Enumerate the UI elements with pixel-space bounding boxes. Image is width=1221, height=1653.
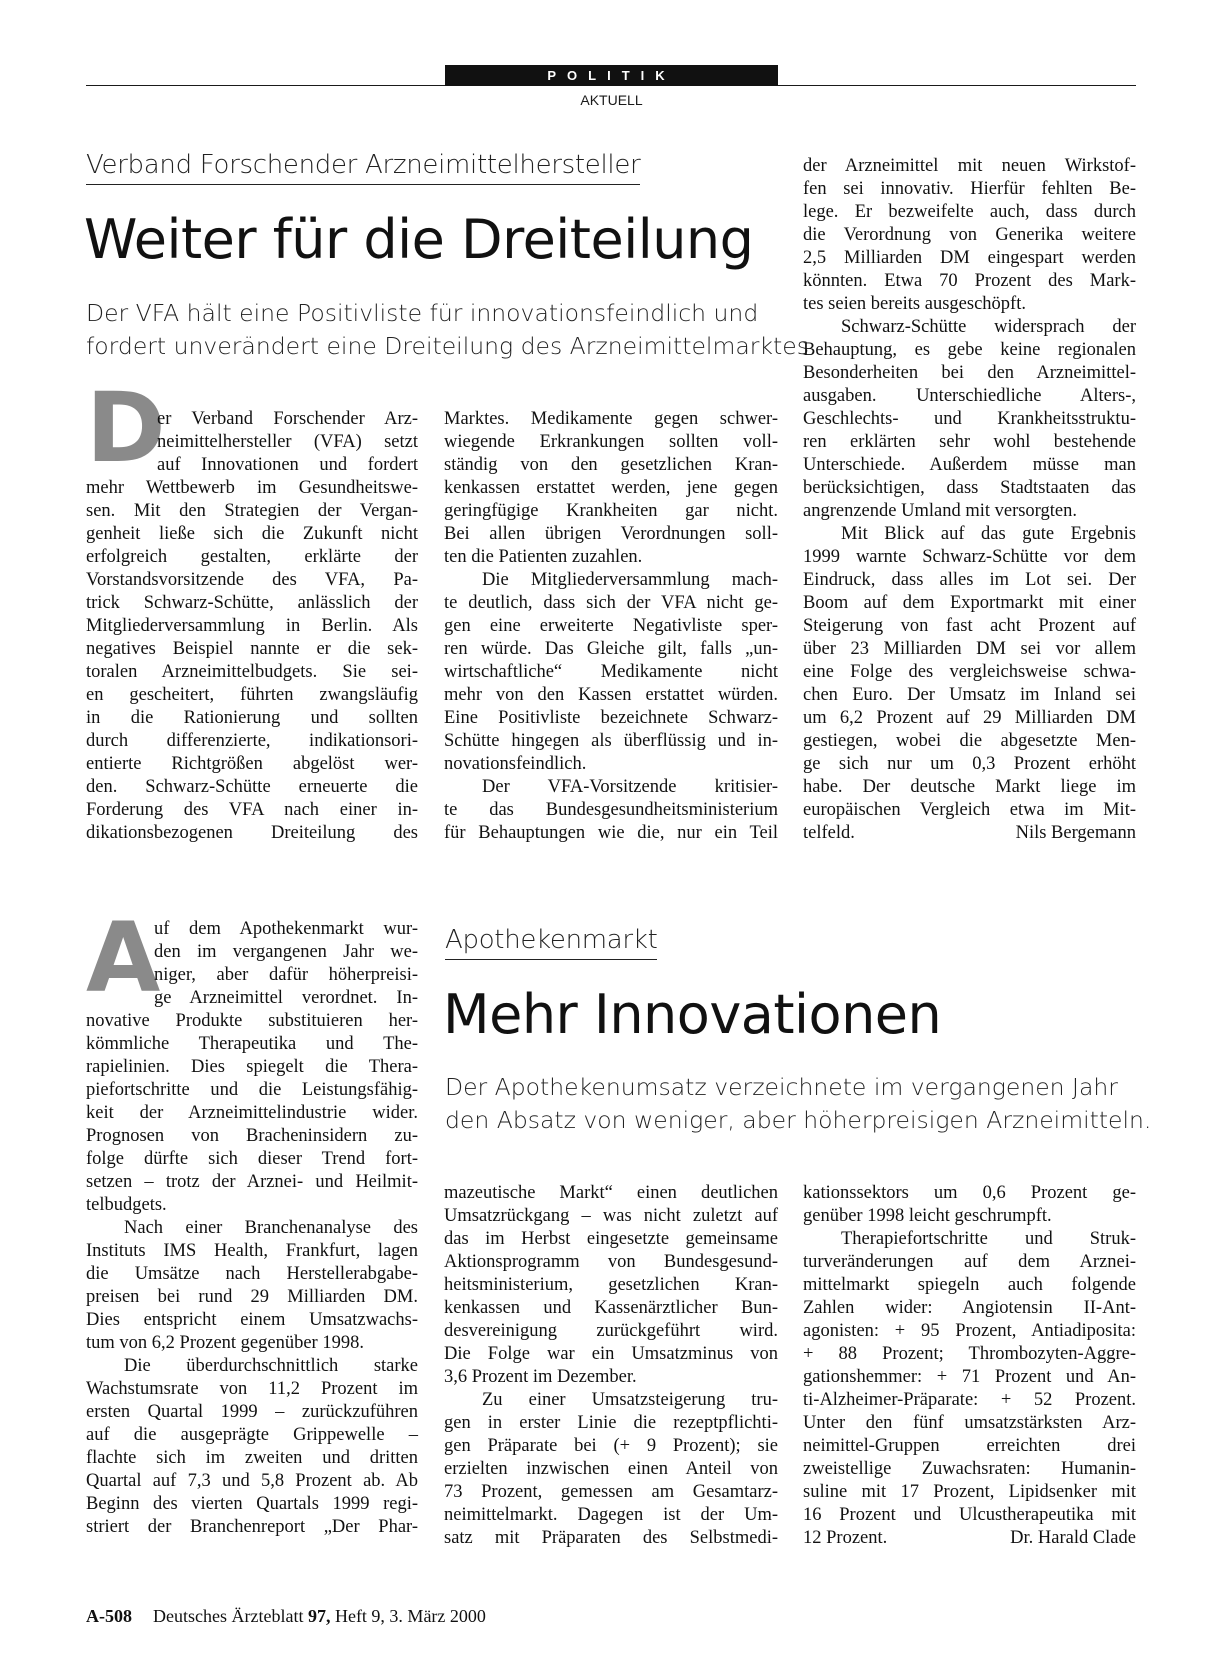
journal-name: Deutsches Ärzteblatt	[153, 1606, 304, 1626]
article2-kicker: Apothekenmarkt	[445, 925, 657, 960]
text-line: tum von 6,2 Prozent gegenüber 1998.	[86, 1333, 364, 1353]
text-line: ge sich nur um 0,3 Prozent erhöht	[803, 754, 1136, 774]
text-line: habe. Der deutsche Markt liege im	[803, 777, 1136, 797]
text-line: trick Schwarz-Schütte, anlässlich der	[86, 593, 418, 613]
text-line: der Arzneimittel mit neuen Wirkstof-	[803, 156, 1136, 176]
text-line: über 23 Milliarden DM sei vor allem	[803, 639, 1136, 659]
text-line: Aktionsprogramm von Bundesgesund-	[444, 1252, 778, 1272]
text-line: kationssektors um 0,6 Prozent ge-	[803, 1183, 1136, 1203]
text-line: striert der Branchenreport „Der Phar-	[86, 1517, 418, 1537]
text-line: Therapiefortschritte und Struk-	[841, 1229, 1136, 1249]
text-line: gestiegen, wobei die abgesetzte Men-	[803, 731, 1136, 751]
text-line: Besonderheiten bei den Arzneimittel-	[803, 363, 1136, 383]
text-line: ren erklärten sehr wohl bestehende	[803, 432, 1136, 452]
text-line: gationshemmer: + 71 Prozent und An-	[803, 1367, 1136, 1387]
article1-dropcap: D	[86, 372, 166, 484]
text-line: die Umsätze nach Herstellerabgabe-	[86, 1264, 418, 1284]
text-line: telbudgets.	[86, 1195, 167, 1215]
text-line: auf Innovationen und fordert	[157, 455, 418, 475]
article2-col1	[86, 1010, 418, 1539]
article1-col2	[444, 408, 778, 845]
text-line: durch differenzierte, indikationsori-	[86, 731, 418, 751]
text-line: erfolgreich gestalten, erklärte der	[86, 547, 418, 567]
text-line: mehr von den Kassen erstattet würden.	[444, 685, 778, 705]
text-line: genheit ließe sich die Zukunft nicht	[86, 524, 418, 544]
text-line: um 6,2 Prozent auf 29 Milliarden DM	[803, 708, 1136, 728]
text-line: ausgaben. Unterschiedliche Alters-,	[803, 386, 1136, 406]
text-line: te deutlich, dass sich der VFA nicht ge-	[444, 593, 778, 613]
text-line: mehr Wettbewerb im Gesundheitswe-	[86, 478, 418, 498]
article2-lede-line: den Absatz von weniger, aber höherpreisigen Arzneimitteln.	[445, 1106, 1152, 1134]
text-line: neimittelmarkt. Dagegen ist der Um-	[444, 1505, 778, 1525]
text-line: negatives Beispiel nannte er die sek-	[86, 639, 418, 659]
text-line: Bei allen übrigen Verordnungen soll-	[444, 524, 778, 544]
text-line: Beginn des vierten Quartals 1999 regi-	[86, 1494, 418, 1514]
article2-lede	[445, 1071, 1151, 1137]
text-line: tes seien bereits ausgeschöpft.	[803, 294, 1026, 314]
text-line: ten die Patienten zuzahlen.	[444, 547, 643, 567]
section-label: POLITIK	[445, 65, 778, 86]
text-line: Zahlen wider: Angiotensin II-Ant-	[803, 1298, 1136, 1318]
text-line: setzen – trotz der Arznei- und Heilmit-	[86, 1172, 418, 1192]
text-line: berücksichtigen, dass Stadtstaaten das	[803, 478, 1136, 498]
text-line: en gescheitert, führten zwangsläufig	[86, 685, 418, 705]
author-byline: Nils Bergemann	[1015, 823, 1136, 843]
text-line: + 88 Prozent; Thrombozyten-Aggre-	[803, 1344, 1136, 1364]
text-line: 73 Prozent, gemessen am Gesamtarz-	[444, 1482, 778, 1502]
text-line: kenkassen und Kassenärztlicher Bun-	[444, 1298, 778, 1318]
text-line: niger, aber dafür höherpreisi-	[154, 965, 418, 985]
article2-headline: Mehr Innovationen	[443, 983, 942, 1046]
article2-col3	[803, 1182, 1136, 1550]
article1-col1	[86, 477, 418, 845]
text-line: Instituts IMS Health, Frankfurt, lagen	[86, 1241, 418, 1261]
text-line: eine Folge des vergleichsweise schwa-	[803, 662, 1136, 682]
text-line: er Verband Forschender Arz-	[157, 409, 418, 429]
journal-issue: Heft 9, 3. März 2000	[334, 1606, 486, 1626]
text-line: den. Schwarz-Schütte erneuerte die	[86, 777, 418, 797]
text-line: könnten. Etwa 70 Prozent des Mark-	[803, 271, 1136, 291]
text-line: lege. Er bezweifelte auch, dass durch	[803, 202, 1136, 222]
text-line: heitsministerium, gesetzlichen Kran-	[444, 1275, 778, 1295]
text-line: novative Produkte substituieren her-	[86, 1011, 418, 1031]
article1-lede-line: Der VFA hält eine Positivliste für innovationsfeindlich und	[86, 299, 759, 327]
text-line: Behauptung, es gebe keine regionalen	[803, 340, 1136, 360]
text-line: 1999 warnte Schwarz-Schütte vor dem	[803, 547, 1136, 567]
article1-lede-line: fordert unverändert eine Dreiteilung des Arzneimittelmarktes.	[86, 332, 817, 360]
text-line: zweistellige Zuwachsraten: Humanin-	[803, 1459, 1136, 1479]
text-line: ti-Alzheimer-Präparate: + 52 Prozent.	[803, 1390, 1136, 1410]
text-line: te das Bundesgesundheitsministerium	[444, 800, 778, 820]
article1-col3	[803, 155, 1136, 845]
text-line: gen Präparate bei (+ 9 Prozent); sie	[444, 1436, 778, 1456]
text-line: Eine Positivliste bezeichnete Schwarz-	[444, 708, 778, 728]
text-line: neimittel-Gruppen erreichten drei	[803, 1436, 1136, 1456]
text-line-end: 12 Prozent.	[803, 1528, 888, 1548]
text-line: in die Rationierung und sollten	[86, 708, 418, 728]
text-line: satz mit Präparaten des Selbstmedi-	[444, 1528, 778, 1548]
text-line: erzielten inzwischen einen Anteil von	[444, 1459, 778, 1479]
text-line: Die Mitgliederversammlung mach-	[482, 570, 778, 590]
text-line: Nach einer Branchenanalyse des	[124, 1218, 418, 1238]
text-line: Eindruck, dass alles im Lot sei. Der	[803, 570, 1136, 590]
text-line: genüber 1998 leicht geschrumpft.	[803, 1206, 1052, 1226]
text-line: desvereinigung zurückgeführt wird.	[444, 1321, 778, 1341]
article1-lede	[86, 297, 816, 363]
text-line: 16 Prozent und Ulcustherapeutika mit	[803, 1505, 1136, 1525]
text-line: wirtschaftliche“ Medikamente nicht	[444, 662, 778, 682]
text-line: dikationsbezogenen Dreiteilung des	[86, 823, 418, 843]
text-line: angrenzende Umland mit versorgten.	[803, 501, 1077, 521]
text-line: suline mit 17 Prozent, Lipidsenker mit	[803, 1482, 1136, 1502]
text-line: turveränderungen auf dem Arznei-	[803, 1252, 1136, 1272]
text-line: auf die ausgeprägte Grippewelle –	[86, 1425, 418, 1445]
article2-dropcap: A	[86, 902, 161, 1014]
article2-col1-capped	[154, 918, 418, 1010]
text-line-signoff	[803, 1527, 1136, 1550]
text-line: Schwarz-Schütte widersprach der	[841, 317, 1136, 337]
text-line: Unterschiede. Außerdem müsse man	[803, 455, 1136, 475]
text-line: chen Euro. Der Umsatz im Inland sei	[803, 685, 1136, 705]
text-line: Geschlechts- und Krankheitsstruktu-	[803, 409, 1136, 429]
article1-col1-capped	[157, 408, 418, 477]
text-line: Prognosen von Bracheninsidern zu-	[86, 1126, 418, 1146]
subsection-label: AKTUELL	[580, 92, 643, 108]
text-line: ersten Quartal 1999 – zurückzuführen	[86, 1402, 418, 1422]
text-line: agonisten: + 95 Prozent, Antiadiposita:	[803, 1321, 1136, 1341]
text-line: mittelmarkt spiegeln auch folgende	[803, 1275, 1136, 1295]
text-line: das im Herbst eingesetzte gemeinsame	[444, 1229, 778, 1249]
text-line: Schütte hingegen als überflüssig und in-	[444, 731, 778, 751]
text-line: 3,6 Prozent im Dezember.	[444, 1367, 637, 1387]
text-line: Boom auf dem Exportmarkt mit einer	[803, 593, 1136, 613]
text-line: rapielinien. Dies spiegelt die Thera-	[86, 1057, 418, 1077]
text-line: fen sei innovativ. Hierfür fehlten Be-	[803, 179, 1136, 199]
text-line: ge Arzneimittel verordnet. In-	[154, 988, 418, 1008]
text-line: Die überdurchschnittlich starke	[124, 1356, 418, 1376]
article2-lede-line: Der Apothekenumsatz verzeichnete im vergangenen Jahr	[445, 1073, 1118, 1101]
text-line: folge dürfte sich dieser Trend fort-	[86, 1149, 418, 1169]
text-line: flachte sich im zweiten und dritten	[86, 1448, 418, 1468]
text-line: Zu einer Umsatzsteigerung tru-	[482, 1390, 778, 1410]
page-footer	[86, 1606, 486, 1627]
page-number: A-508	[86, 1606, 132, 1626]
text-line: mazeutische Markt“ einen deutlichen	[444, 1183, 778, 1203]
text-line: europäischen Vergleich etwa im Mit-	[803, 800, 1136, 820]
text-line-signoff	[803, 822, 1136, 845]
text-line: 2,5 Milliarden DM eingespart werden	[803, 248, 1136, 268]
text-line: Quartal auf 7,3 und 5,8 Prozent ab. Ab	[86, 1471, 418, 1491]
text-line: die Verordnung von Generika weitere	[803, 225, 1136, 245]
text-line: neimittelhersteller (VFA) setzt	[157, 432, 418, 452]
text-line: Marktes. Medikamente gegen schwer-	[444, 409, 778, 429]
text-line: ren würde. Das Gleiche gilt, falls „un-	[444, 639, 778, 659]
text-line: Die Folge war ein Umsatzminus von	[444, 1344, 778, 1364]
text-line: für Behauptungen wie die, nur ein Teil	[444, 823, 778, 843]
text-line: Steigerung von fast acht Prozent auf	[803, 616, 1136, 636]
text-line: gen in erster Linie die rezeptpflichti-	[444, 1413, 778, 1433]
text-line: geringfügige Krankheiten gar nicht.	[444, 501, 778, 521]
text-line: preisen bei rund 29 Milliarden DM.	[86, 1287, 418, 1307]
text-line: den im vergangenen Jahr we-	[154, 942, 418, 962]
text-line: uf dem Apothekenmarkt wur-	[154, 919, 418, 939]
journal-volume: 97,	[307, 1606, 331, 1626]
text-line: sen. Mit den Strategien der Vergan-	[86, 501, 418, 521]
text-line: Wachstumsrate von 11,2 Prozent im	[86, 1379, 418, 1399]
text-line: Unter den fünf umsatzstärksten Arz-	[803, 1413, 1136, 1433]
text-line: Mit Blick auf das gute Ergebnis	[841, 524, 1136, 544]
article1-headline: Weiter für die Dreiteilung	[84, 208, 754, 271]
text-line: Mitgliederversammlung in Berlin. Als	[86, 616, 418, 636]
text-line: kenkassen erstattet werden, jene gegen	[444, 478, 778, 498]
author-byline: Dr. Harald Clade	[1010, 1528, 1136, 1548]
text-line: wiegende Erkrankungen sollten voll-	[444, 432, 778, 452]
text-line: Dies entspricht einem Umsatzwachs-	[86, 1310, 418, 1330]
text-line: keit der Arzneimittelindustrie wider.	[86, 1103, 418, 1123]
text-line: novationsfeindlich.	[444, 754, 587, 774]
text-line: entierte Richtgrößen abgelöst wer-	[86, 754, 418, 774]
text-line: piefortschritte und die Leistungsfähig-	[86, 1080, 418, 1100]
text-line: kömmliche Therapeutika und The-	[86, 1034, 418, 1054]
article1-kicker: Verband Forschender Arzneimittelhersteller	[86, 150, 640, 185]
text-line: Vorstandsvorsitzende des VFA, Pa-	[86, 570, 418, 590]
article2-col2	[444, 1182, 778, 1550]
text-line: Umsatzrückgang – was nicht zuletzt auf	[444, 1206, 778, 1226]
text-line: gen eine erweiterte Negativliste sper-	[444, 616, 778, 636]
text-line: Forderung des VFA nach einer in-	[86, 800, 418, 820]
text-line: Der VFA-Vorsitzende kritisier-	[482, 777, 778, 797]
text-line: toralen Arzneimittelbudgets. Sie sei-	[86, 662, 418, 682]
text-line: ständig von den gesetzlichen Kran-	[444, 455, 778, 475]
text-line-end: telfeld.	[803, 823, 855, 843]
